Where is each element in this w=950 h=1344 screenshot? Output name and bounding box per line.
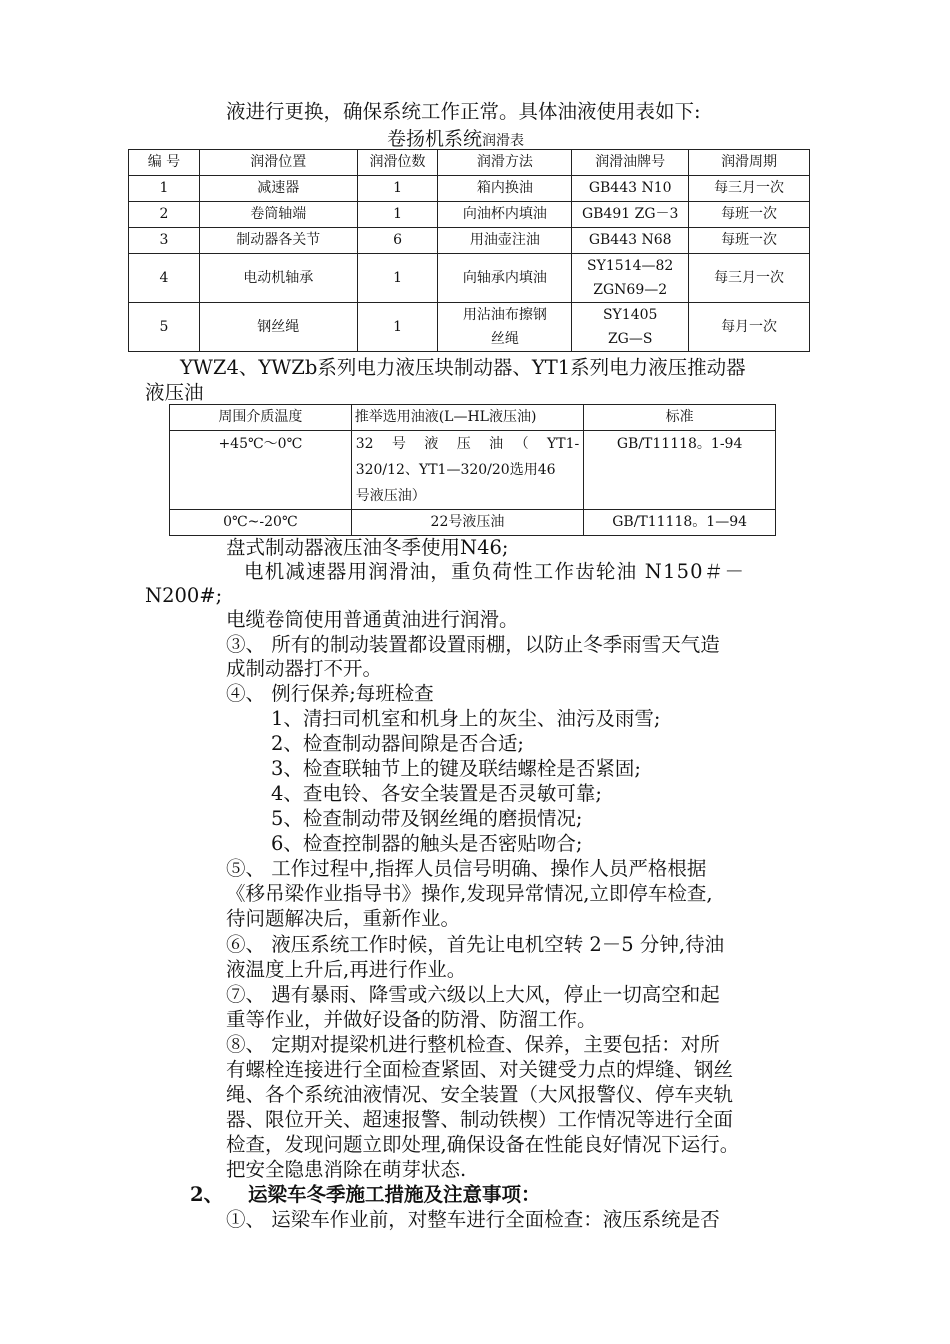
table-cell: 制动器各关节	[199, 228, 357, 254]
table-cell	[351, 431, 584, 510]
item8-line3: 绳、各个系统油液情况、安全装置（大风报警仪、停车夹轨	[226, 1083, 734, 1106]
table-cell: 1	[357, 176, 438, 202]
item8-line2: 有螺栓连接进行全面检查紧固、对关键受力点的焊缝、钢丝	[226, 1058, 734, 1081]
disc-brake-line: 盘式制动器液压油冬季使用N46;	[226, 536, 509, 559]
header-cell: 标准	[584, 405, 776, 431]
check-item: 4、查电铃、各安全装置是否灵敏可靠;	[271, 782, 602, 805]
section2-number: 2、	[190, 1183, 224, 1206]
table-header-row	[129, 150, 810, 176]
item3-line2: 成制动器打不开。	[226, 657, 383, 680]
cell-line: 号液压油）	[355, 488, 426, 504]
item5-line2: 《移吊梁作业指导书》操作,发现异常情况,立即停车检查,	[226, 882, 713, 905]
table-cell: GB/T11118。1—94	[584, 510, 776, 536]
table-row	[129, 303, 810, 352]
ywz-line2: 液压油	[145, 381, 204, 404]
cell-line: SY1405	[602, 307, 658, 323]
table-cell	[572, 254, 689, 303]
table-row	[129, 254, 810, 303]
table-cell: 1	[357, 202, 438, 228]
check-item: 1、清扫司机室和机身上的灰尘、油污及雨雪;	[271, 707, 661, 730]
table-cell: 22号液压油	[351, 510, 584, 536]
table-cell: 电动机轴承	[199, 254, 357, 303]
table1-title-small: 润滑表	[482, 133, 525, 149]
check-item: 5、检查制动带及钢丝绳的磨损情况;	[271, 807, 583, 830]
lubrication-table	[128, 149, 810, 352]
cell-line: ZGN69—2	[593, 282, 668, 298]
header-cell: 润滑油牌号	[572, 150, 689, 176]
intro-line: 液进行更换，确保系统工作正常。具体油液使用表如下:	[226, 100, 701, 123]
table-cell: 每三月一次	[689, 254, 810, 303]
table-cell: GB/T11118。1-94	[584, 431, 776, 510]
table-cell: GB491 ZG－3	[572, 202, 689, 228]
table-cell: 钢丝绳	[199, 303, 357, 352]
cell-line: ZG—S	[607, 331, 653, 347]
table-cell: 5	[129, 303, 200, 352]
table-cell: 6	[357, 228, 438, 254]
table-row	[170, 431, 776, 510]
item4-title: ④、 例行保养;每班检查	[226, 682, 434, 705]
table-cell: GB443 N68	[572, 228, 689, 254]
cell-line: 32 号 液 压 油 （ YT1-	[355, 436, 580, 452]
table-cell	[438, 303, 572, 352]
table-cell: 3	[129, 228, 200, 254]
cable-drum-line: 电缆卷筒使用普通黄油进行润滑。	[226, 608, 519, 631]
item8-line1: ⑧、 定期对提梁机进行整机检查、保养，主要包括：对所	[226, 1033, 720, 1056]
check-item: 6、检查控制器的触头是否密贴吻合;	[271, 832, 583, 855]
cell-line: 丝绳	[490, 331, 519, 347]
section2-item1-line1: ①、 运梁车作业前，对整车进行全面检查：液压系统是否	[226, 1208, 720, 1231]
item3-line1: ③、 所有的制动装置都设置雨棚，以防止冬季雨雪天气造	[226, 633, 720, 656]
table-cell: 2	[129, 202, 200, 228]
item6-line1: ⑥、 液压系统工作时候，首先让电机空转 2－5 分钟,待油	[226, 933, 725, 956]
table-header-row	[170, 405, 776, 431]
table-cell: 4	[129, 254, 200, 303]
table-cell	[572, 303, 689, 352]
table-cell: 向油杯内填油	[438, 202, 572, 228]
section2-title: 运梁车冬季施工措施及注意事项：	[248, 1183, 541, 1206]
item7-line1: ⑦、 遇有暴雨、降雪或六级以上大风，停止一切高空和起	[226, 983, 720, 1006]
item5-line1: ⑤、 工作过程中,指挥人员信号明确、操作人员严格根据	[226, 857, 707, 880]
header-cell: 编 号	[129, 150, 200, 176]
table-cell: 每三月一次	[689, 176, 810, 202]
motor-line2: N200#;	[145, 584, 223, 607]
cell-line: SY1514—82	[587, 258, 674, 274]
table-cell: +45℃～0℃	[170, 431, 352, 510]
item8-line6: 把安全隐患消除在萌芽状态.	[226, 1158, 467, 1181]
table-row	[129, 176, 810, 202]
table-cell: 每月一次	[689, 303, 810, 352]
check-item: 3、检查联轴节上的键及联结螺栓是否紧固;	[271, 757, 641, 780]
hydraulic-oil-table	[169, 404, 776, 536]
table-cell: 每班一次	[689, 228, 810, 254]
header-cell: 周围介质温度	[170, 405, 352, 431]
header-cell: 润滑周期	[689, 150, 810, 176]
table-cell: 卷筒轴端	[199, 202, 357, 228]
item6-line2: 液温度上升后,再进行作业。	[226, 958, 467, 981]
table-row	[170, 510, 776, 536]
table-cell: 1	[357, 254, 438, 303]
table-cell: GB443 N10	[572, 176, 689, 202]
header-cell: 润滑位数	[357, 150, 438, 176]
table1-title-main: 卷扬机系统	[387, 128, 483, 150]
header-cell: 润滑方法	[438, 150, 572, 176]
item7-line2: 重等作业，并做好设备的防滑、防溜工作。	[226, 1008, 597, 1031]
table-cell: 用油壶注油	[438, 228, 572, 254]
header-cell: 润滑位置	[199, 150, 357, 176]
table-cell: 箱内换油	[438, 176, 572, 202]
table-cell: 0℃~-20℃	[170, 510, 352, 536]
table-row	[129, 202, 810, 228]
cell-line: 320/12、YT1—320/20选用46	[355, 462, 556, 478]
table-cell: 向轴承内填油	[438, 254, 572, 303]
ywz-line1: YWZ4、YWZb系列电力液压块制动器、YT1系列电力液压推动器	[180, 356, 746, 379]
item8-line5: 检查，发现问题立即处理,确保设备在性能良好情况下运行。	[226, 1133, 740, 1156]
header-cell: 推举选用油液(L—HL液压油)	[351, 405, 584, 431]
table-row	[129, 228, 810, 254]
table-cell: 每班一次	[689, 202, 810, 228]
check-item: 2、检查制动器间隙是否合适;	[271, 732, 524, 755]
table-cell: 1	[357, 303, 438, 352]
table-cell: 1	[129, 176, 200, 202]
motor-line1: 电机减速器用润滑油，重负荷性工作齿轮油 N150＃－	[244, 560, 746, 583]
item8-line4: 器、限位开关、超速报警、制动铁楔）工作情况等进行全面	[226, 1108, 734, 1131]
cell-line: 用沾油布擦钢	[462, 307, 547, 323]
table-cell: 减速器	[199, 176, 357, 202]
item5-line3: 待问题解决后，重新作业。	[226, 907, 461, 930]
